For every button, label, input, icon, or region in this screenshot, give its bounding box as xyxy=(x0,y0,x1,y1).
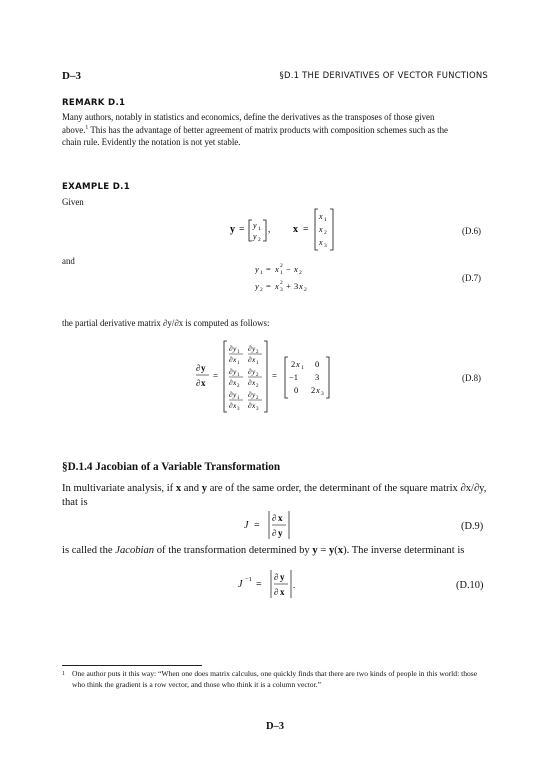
svg-text:1: 1 xyxy=(301,365,304,371)
header-page-number: D–3 xyxy=(62,70,81,82)
svg-text:=: = xyxy=(303,224,309,235)
svg-text:1: 1 xyxy=(280,270,283,276)
svg-text:3: 3 xyxy=(256,407,259,412)
svg-text:2: 2 xyxy=(258,237,261,243)
equation-d6 xyxy=(218,206,348,252)
svg-text:y: y xyxy=(255,264,259,274)
svg-text:x: x xyxy=(252,378,256,387)
section-heading: §D.1.4 Jacobian of a Variable Transformation xyxy=(62,461,281,473)
text-part: and xyxy=(181,483,202,494)
svg-text:x: x xyxy=(278,513,283,523)
svg-text:∂: ∂ xyxy=(229,344,233,353)
svg-text:y: y xyxy=(201,363,206,373)
svg-text:2: 2 xyxy=(256,384,259,389)
svg-text:x: x xyxy=(293,224,298,235)
header-section-title: §D.1 THE DERIVATIVES OF VECTOR FUNCTIONS xyxy=(279,71,488,81)
equation-number-d8: (D.8) xyxy=(462,373,481,383)
svg-text:∂: ∂ xyxy=(229,378,233,387)
svg-text:3: 3 xyxy=(294,281,299,291)
remark-text-part: above. xyxy=(62,124,86,135)
svg-text:y: y xyxy=(255,281,259,291)
svg-text:x: x xyxy=(319,225,323,234)
text-part: is called the xyxy=(62,545,116,556)
svg-text:x: x xyxy=(233,401,237,410)
svg-text:x: x xyxy=(233,378,237,387)
section-line: that is xyxy=(62,497,88,508)
svg-text:∂: ∂ xyxy=(248,344,252,353)
svg-text:1: 1 xyxy=(237,373,240,378)
equation-number-d10: (D.10) xyxy=(456,580,484,591)
jacobian-paragraph: is called the Jacobian of the transformation determined by y = y(x). The inverse determinant is xyxy=(62,545,465,556)
equation-d9 xyxy=(244,507,314,543)
svg-text:y: y xyxy=(233,390,237,399)
svg-text:−: − xyxy=(286,264,291,274)
svg-text:∂: ∂ xyxy=(248,390,252,399)
equation-d7 xyxy=(255,258,345,298)
remark-label: REMARK D.1 xyxy=(62,98,126,108)
section-paragraph xyxy=(62,482,502,510)
given-text: Given xyxy=(62,197,84,207)
svg-text:∂: ∂ xyxy=(196,363,201,373)
equation-number-d7: (D.7) xyxy=(462,273,481,283)
svg-text:.: . xyxy=(293,580,296,590)
remark-line: Many authors, notably in statistics and economics, define the derivatives as the transposes of those given xyxy=(62,112,435,122)
svg-text:x: x xyxy=(319,212,323,221)
svg-text:2: 2 xyxy=(304,287,307,293)
svg-text:x: x xyxy=(319,238,323,247)
svg-text:y: y xyxy=(252,344,256,353)
svg-text:x: x xyxy=(316,385,320,395)
svg-text:∂: ∂ xyxy=(274,572,279,582)
svg-text:y: y xyxy=(278,528,283,538)
svg-text:2: 2 xyxy=(237,384,240,389)
equation-d10 xyxy=(238,566,318,602)
example-label: EXAMPLE D.1 xyxy=(62,182,131,192)
jacobian-term: Jacobian xyxy=(115,545,155,556)
svg-text:2: 2 xyxy=(311,385,316,395)
svg-text:x: x xyxy=(296,359,300,369)
text-part: . The inverse determinant is xyxy=(346,545,465,556)
svg-text:=: = xyxy=(256,579,262,590)
svg-text:3: 3 xyxy=(321,391,324,397)
svg-text:2: 2 xyxy=(280,280,283,286)
svg-text:x: x xyxy=(252,355,256,364)
equation-number-d9: (D.9) xyxy=(461,521,484,532)
svg-text:3: 3 xyxy=(237,407,240,412)
svg-text:1: 1 xyxy=(324,217,327,223)
remark-line: chain rule. Evidently the notation is not yet stable. xyxy=(62,137,241,148)
svg-text:x: x xyxy=(252,401,256,410)
remark-text-part: This has the advantage of better agreement of matrix products with composition schemes such as the xyxy=(88,124,448,135)
svg-text:1: 1 xyxy=(258,226,261,232)
svg-text:x: x xyxy=(201,378,206,388)
svg-text:2: 2 xyxy=(256,350,259,355)
svg-text:3: 3 xyxy=(280,287,283,293)
footnote-rule xyxy=(62,665,202,666)
svg-text:∂: ∂ xyxy=(229,355,233,364)
svg-text:=: = xyxy=(272,371,278,381)
svg-text:=: = xyxy=(213,371,219,381)
svg-text:∂: ∂ xyxy=(272,513,277,523)
svg-text:2: 2 xyxy=(324,230,327,236)
svg-text:x: x xyxy=(299,281,303,291)
remark-text xyxy=(62,111,492,149)
svg-text:2: 2 xyxy=(260,287,263,293)
svg-text:=: = xyxy=(254,520,260,531)
svg-text:−1: −1 xyxy=(245,576,252,583)
svg-text:∂: ∂ xyxy=(248,378,252,387)
footnote-text: One author puts it this way: “When one does matrix calculus, one quickly finds that there are two kinds of people in this world: those who think the gradient is a row vector, and those who think it is a column vector.” xyxy=(72,669,478,689)
svg-text:∂: ∂ xyxy=(229,390,233,399)
svg-text:J: J xyxy=(244,520,249,531)
svg-text:1: 1 xyxy=(260,270,263,276)
svg-text:=: = xyxy=(239,224,245,235)
svg-text:x: x xyxy=(233,355,237,364)
svg-text:y: y xyxy=(233,344,237,353)
svg-text:1: 1 xyxy=(256,361,259,366)
equation-d8 xyxy=(196,336,376,418)
svg-text:x: x xyxy=(280,587,285,597)
svg-text:3: 3 xyxy=(324,243,327,249)
svg-text:∂: ∂ xyxy=(274,587,279,597)
svg-text:2: 2 xyxy=(256,373,259,378)
svg-text:∂: ∂ xyxy=(229,367,233,376)
footnote-marker: 1 xyxy=(85,124,89,131)
svg-text:y: y xyxy=(230,224,235,235)
svg-text:∂: ∂ xyxy=(248,367,252,376)
svg-text:=: = xyxy=(266,281,271,291)
svg-text:,: , xyxy=(268,224,271,234)
equation-number-d6: (D.6) xyxy=(462,226,481,236)
svg-text:y: y xyxy=(252,367,256,376)
svg-text:∂: ∂ xyxy=(248,355,252,364)
footer-page-number: D–3 xyxy=(265,721,285,732)
svg-text:y: y xyxy=(280,572,285,582)
footnote xyxy=(62,669,488,690)
svg-text:x: x xyxy=(275,281,279,291)
text-part: are of the same order, the determinant of the square matrix ∂x/∂y, xyxy=(207,483,487,494)
svg-text:y: y xyxy=(253,221,257,230)
footnote-mark: 1 xyxy=(62,671,65,677)
svg-text:=: = xyxy=(266,264,271,274)
svg-text:−1: −1 xyxy=(289,372,299,382)
svg-text:∂: ∂ xyxy=(196,378,201,388)
svg-text:x: x xyxy=(294,264,298,274)
partial-matrix-text: the partial derivative matrix ∂y/∂x is computed as follows: xyxy=(62,318,270,328)
svg-text:3: 3 xyxy=(315,372,320,382)
svg-text:1: 1 xyxy=(237,361,240,366)
text-part: of the transformation determined by xyxy=(154,545,313,556)
remark-line xyxy=(62,124,492,137)
svg-text:∂: ∂ xyxy=(248,401,252,410)
svg-text:y: y xyxy=(252,390,256,399)
svg-text:2: 2 xyxy=(291,359,296,369)
svg-text:1: 1 xyxy=(237,396,240,401)
svg-text:y: y xyxy=(253,232,257,241)
svg-text:1: 1 xyxy=(237,350,240,355)
svg-text:2: 2 xyxy=(256,396,259,401)
svg-text:∂: ∂ xyxy=(272,528,277,538)
svg-text:x: x xyxy=(275,264,279,274)
section-line: In multivariate analysis, if x and y are of the same order, the determinant of the square matrix ∂x/∂y, xyxy=(62,483,487,494)
svg-text:0: 0 xyxy=(294,385,299,395)
svg-text:+: + xyxy=(286,281,291,291)
svg-text:0: 0 xyxy=(315,359,320,369)
svg-text:J: J xyxy=(238,579,243,590)
svg-text:2: 2 xyxy=(299,270,302,276)
svg-text:2: 2 xyxy=(280,263,283,269)
svg-text:y: y xyxy=(233,367,237,376)
text-part: In multivariate analysis, if xyxy=(62,483,176,494)
and-text: and xyxy=(62,256,75,266)
svg-text:∂: ∂ xyxy=(229,401,233,410)
